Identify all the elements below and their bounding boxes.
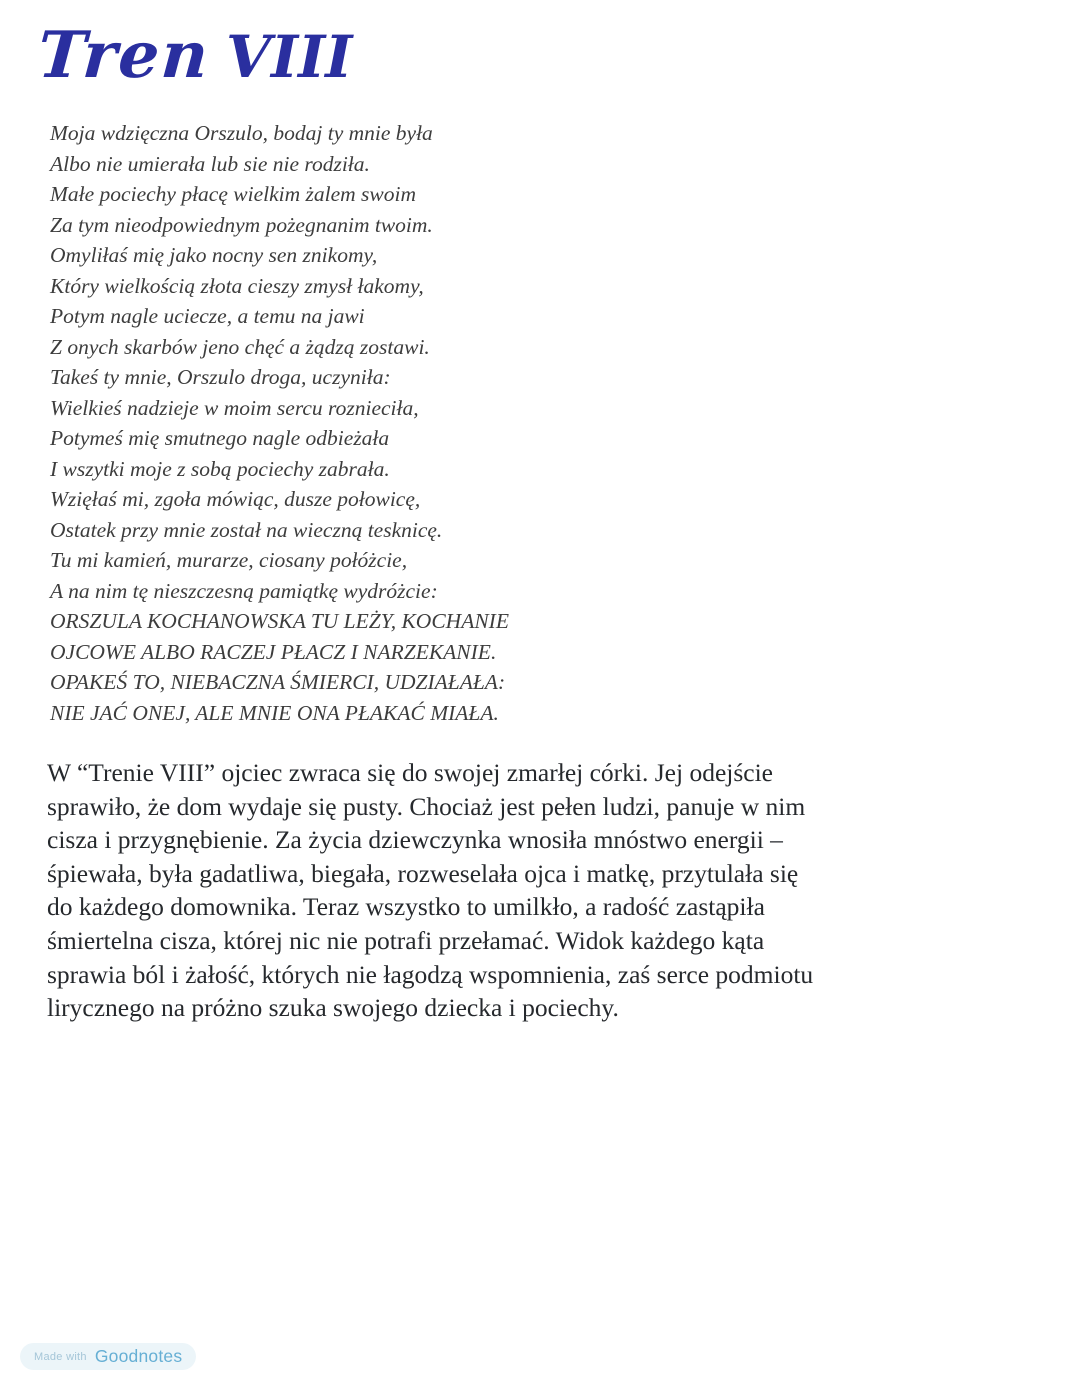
poem-line: Takeś ty mnie, Orszulo droga, uczyniła: bbox=[50, 365, 391, 389]
poem-line: Albo nie umierała lub sie nie rodziła. bbox=[50, 151, 370, 176]
poem-line: Potymeś mię smutnego nagle odbieżała bbox=[50, 426, 390, 450]
poem-line: Moja wdzięczna Orszulo, bodaj ty mnie była bbox=[50, 121, 433, 145]
poem-line: Który wielkością złota cieszy zmysł łakomy, bbox=[50, 273, 424, 298]
poem-line: OPAKEŚ TO, NIEBACZNA ŚMIERCI, UDZIAŁAŁA: bbox=[50, 670, 506, 694]
poem-line: Z onych skarbów jeno chęć a żądzą zostawi. bbox=[50, 334, 430, 359]
poem-line: OJCOWE ALBO RACZEJ PŁACZ I NARZEKANIE. bbox=[50, 639, 497, 664]
analysis-line: do każdego domownika. Teraz wszystko to umilkło, a radość zastąpiła bbox=[47, 892, 765, 922]
page-title bbox=[35, 18, 353, 93]
title-numeral: VIII bbox=[225, 23, 353, 91]
analysis-line: lirycznego na próżno szuka swojego dziecka i pociechy. bbox=[47, 993, 619, 1023]
goodnotes-logo: Goodnotes bbox=[94, 1346, 183, 1366]
poem-line: Wielkieś nadzieje w moim sercu roznieciła, bbox=[50, 395, 419, 420]
made-with-label: Made with bbox=[34, 1350, 87, 1363]
analysis-line: sprawiło, że dom wydaje się pusty. Chociaż jest pełen ludzi, panuje w nim bbox=[47, 791, 806, 821]
analysis-line: śpiewała, była gadatliwa, biegała, rozweselała ojca i matkę, przytulała się bbox=[47, 858, 799, 888]
analysis-line: śmiertelna cisza, której nic nie potrafi przełamać. Widok każdego kąta bbox=[47, 925, 765, 955]
poem-text bbox=[50, 118, 509, 728]
poem-line: Omyliłaś mię jako nocny sen znikomy, bbox=[50, 243, 378, 267]
analysis-line: W “Trenie VIII” ojciec zwraca się do swojej zmarłej córki. Jej odejście bbox=[47, 758, 773, 787]
poem-line: Tu mi kamień, murarze, ciosany połóżcie, bbox=[50, 548, 408, 572]
poem-line: Małe pociechy płacę wielkim żalem swoim bbox=[50, 182, 416, 206]
poem-line: Ostatek przy mnie został na wieczną tesknicę. bbox=[50, 517, 443, 542]
analysis-line: cisza i przygnębienie. Za życia dziewczynka wnosiła mnóstwo energii – bbox=[47, 825, 783, 855]
poem-line: Za tym nieodpowiednym pożegnanim twoim. bbox=[50, 212, 433, 237]
poem-line: ORSZULA KOCHANOWSKA TU LEŻY, KOCHANIE bbox=[50, 609, 509, 633]
poem-line: NIE JAĆ ONEJ, ALE MNIE ONA PŁAKAĆ MIAŁA. bbox=[50, 700, 499, 725]
goodnotes-badge bbox=[20, 1343, 196, 1370]
analysis-line: sprawia ból i żałość, których nie łagodzą wspomnienia, zaś serce podmiotu bbox=[47, 959, 814, 989]
analysis-paragraph bbox=[47, 756, 813, 1025]
poem-line: Potym nagle uciecze, a temu na jawi bbox=[50, 304, 365, 328]
poem-line: I wszytki moje z sobą pociechy zabrała. bbox=[50, 456, 390, 481]
poem-line: Wzięłaś mi, zgoła mówiąc, dusze połowicę, bbox=[50, 487, 421, 511]
poem-line: A na nim tę nieszczesną pamiątkę wydróżcie: bbox=[50, 578, 438, 603]
title-word: Tren bbox=[35, 18, 213, 93]
